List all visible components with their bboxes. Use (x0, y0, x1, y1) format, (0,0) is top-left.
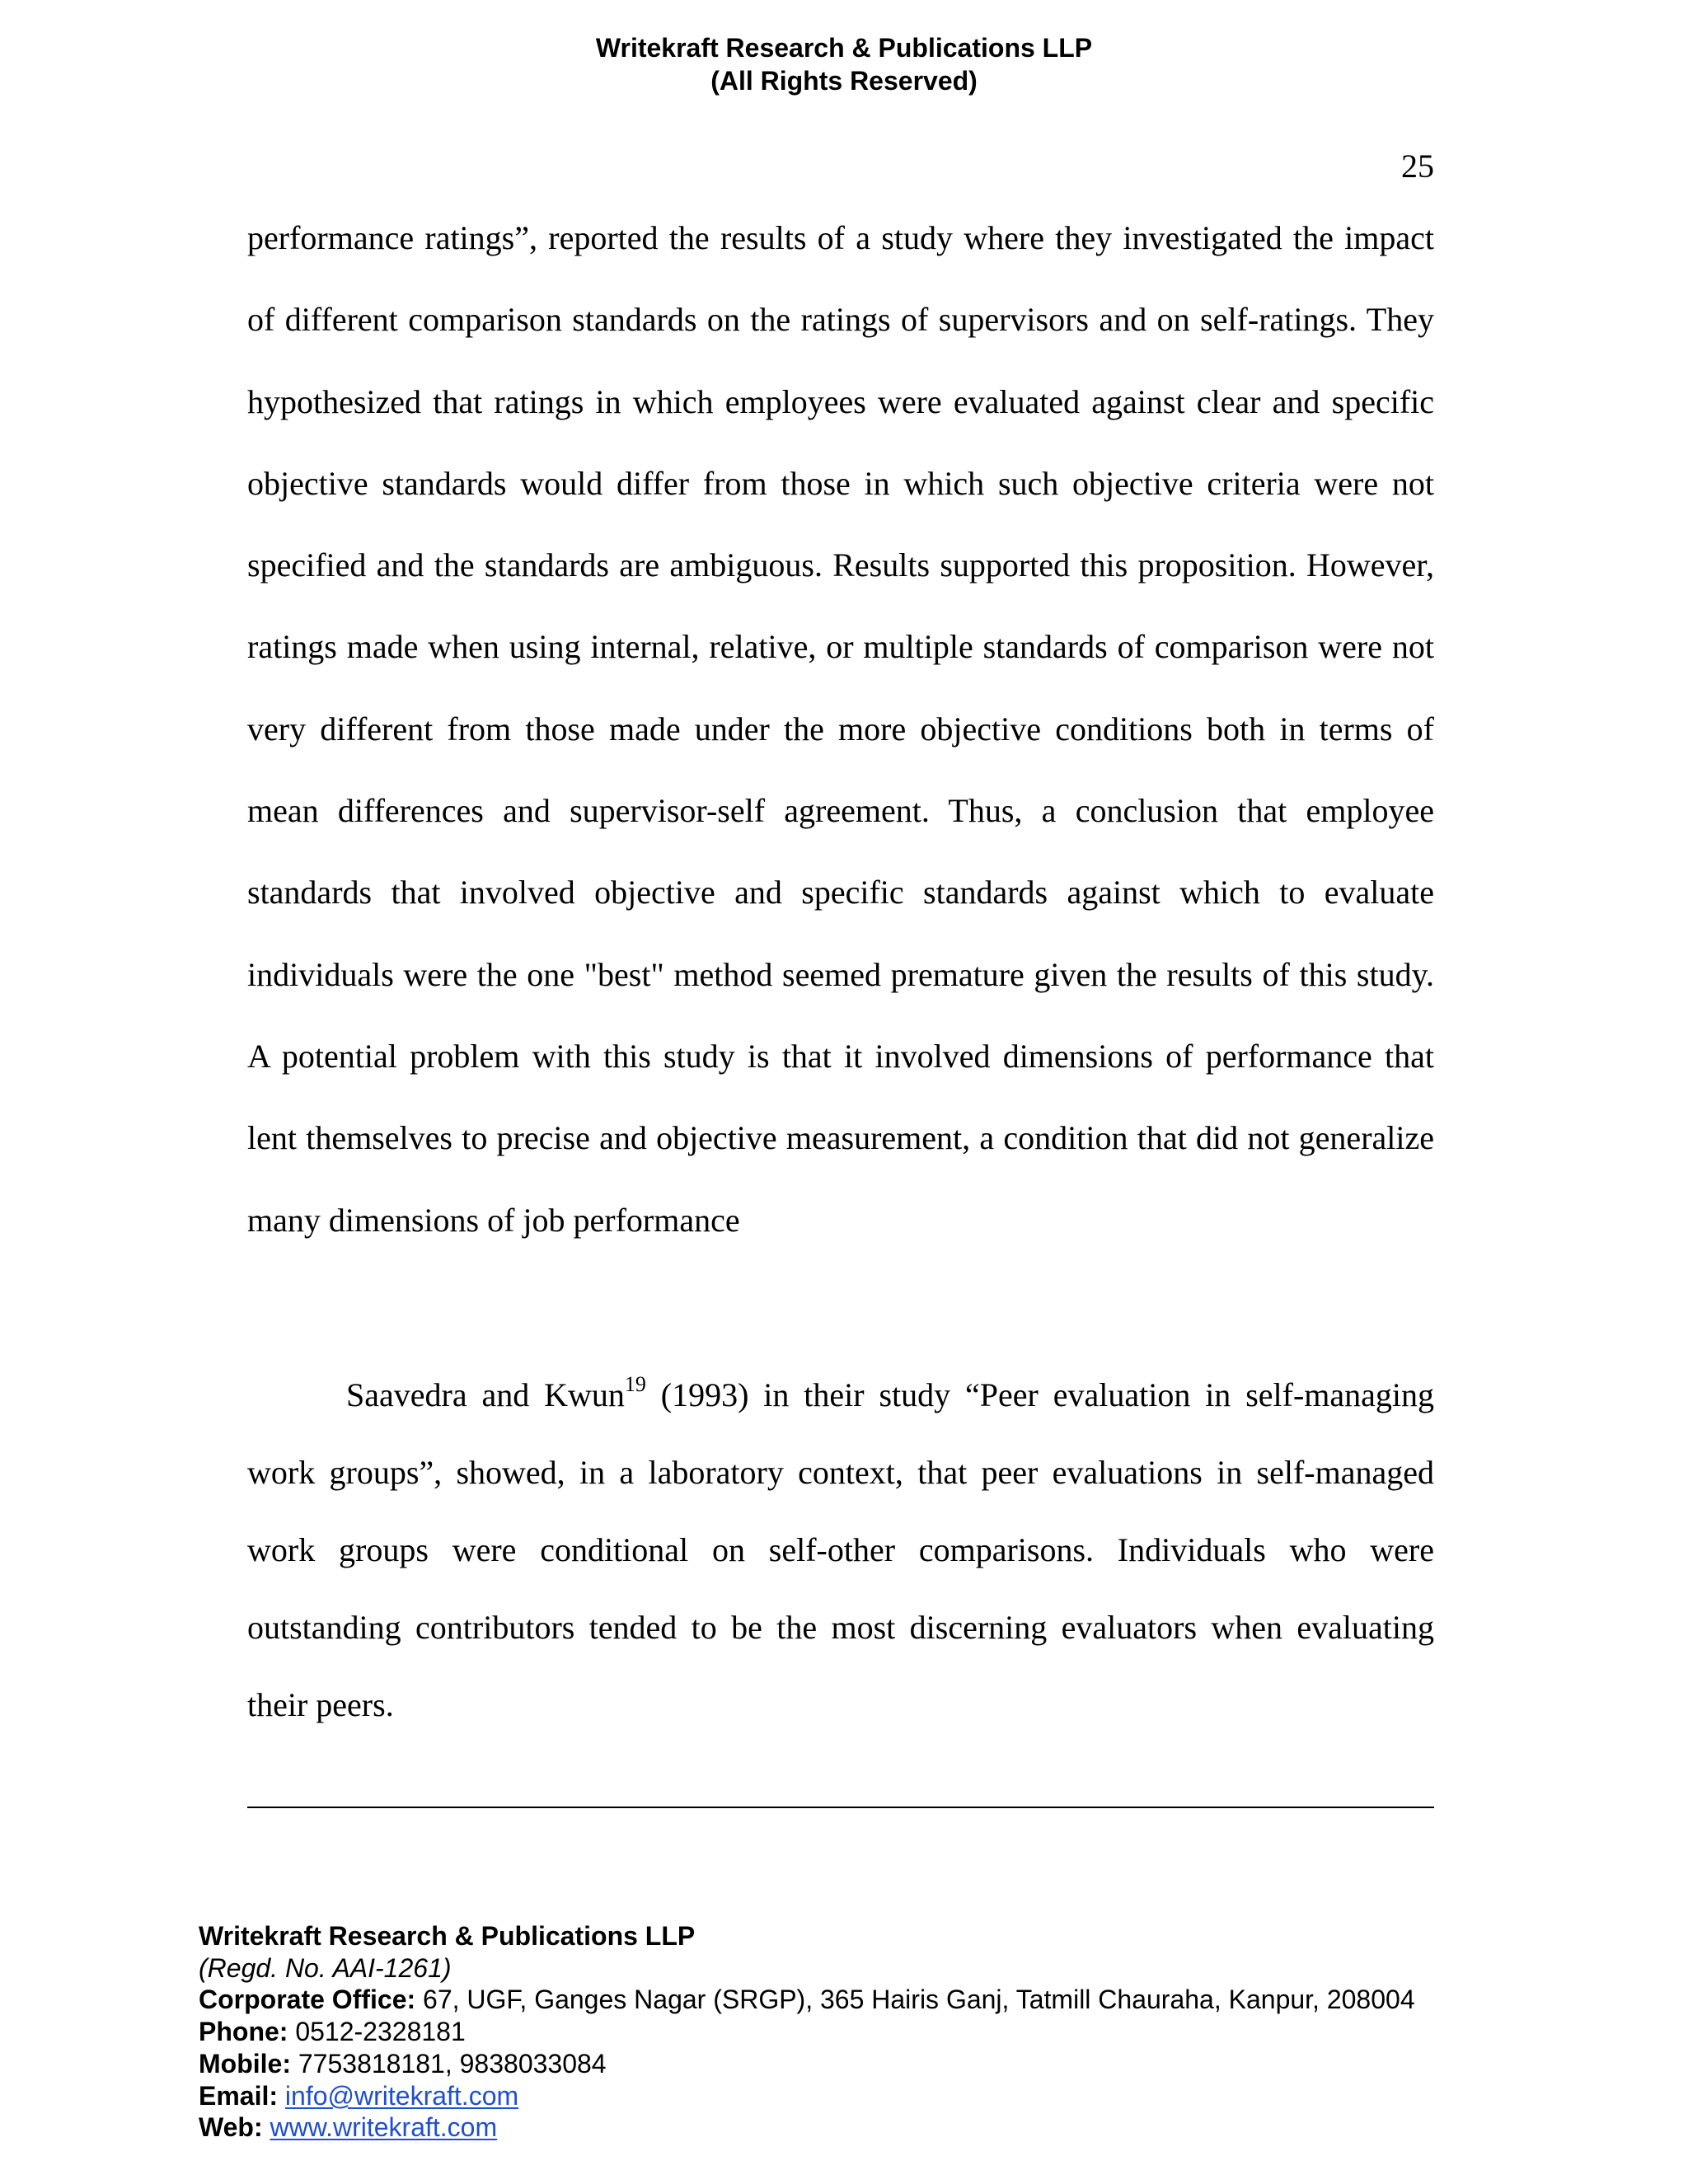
paragraph-2-lead: Saavedra and Kwun (346, 1376, 625, 1413)
phone-label: Phone: (199, 2017, 288, 2047)
footer-web (199, 2111, 1415, 2144)
footer-registration: (Regd. No. AAI-1261) (199, 1952, 452, 1983)
footer-company-name: Writekraft Research & Publications LLP (199, 1921, 696, 1951)
page-footer (199, 1920, 1415, 2144)
paragraph-2-rest: (1993) in their study “Peer evaluation in self-managing work groups”, showed, in a laboratory context, that peer evaluations in self-managed work groups were conditional on self-other comparisons. Individuals who were outstanding contributors tended to be the most discerning evaluators when evaluating their peers. (247, 1376, 1434, 1723)
web-link[interactable]: www.writekraft.com (270, 2112, 498, 2143)
body-paragraph-1: performance ratings”, reported the results of a study where they investigated the impact of different comparison standards on the ratings of supervisors and on self-ratings. They hypothesized that ratings in which employees were evaluated against clear and specific objective standards would differ from those in which such objective criteria were not specified and the standards are ambiguous. Results supported this proposition. However, ratings made when using internal, relative, or multiple standards of comparison were not very different from those made under the more objective conditions both in terms of mean differences and supervisor-self agreement. Thus, a conclusion that employee standards that involved objective and specific standards against which to evaluate individuals were the one "best" method seemed premature given the results of this study. A potential problem with this study is that it involved dimensions of performance that lent themselves to precise and objective measurement, a condition that did not generalize many dimensions of job performance (247, 219, 1434, 1239)
footer-mobile (199, 2048, 1415, 2080)
footer-email (199, 2080, 1415, 2112)
footer-phone (199, 2016, 1415, 2048)
email-link[interactable]: info@writekraft.com (284, 2080, 519, 2111)
footer-office (199, 1984, 1415, 2016)
footnote-reference: 19 (624, 1372, 646, 1396)
page-header (0, 31, 1688, 97)
header-rights-notice: (All Rights Reserved) (710, 66, 978, 96)
email-label: Email: (199, 2080, 279, 2111)
mobile-numbers: 7753818181, 9838033084 (290, 2048, 607, 2079)
web-label: Web: (199, 2112, 263, 2143)
office-label: Corporate Office: (199, 1985, 416, 2015)
phone-number: 0512-2328181 (288, 2017, 466, 2047)
body-paragraph-2 (247, 1357, 1434, 1744)
mobile-label: Mobile: (199, 2048, 291, 2079)
header-company-name: Writekraft Research & Publications LLP (595, 33, 1093, 63)
office-address: 67, UGF, Ganges Nagar (SRGP), 365 Hairis Ganj, Tatmill Chauraha, Kanpur, 208004 (415, 1985, 1415, 2015)
footnote-divider (247, 1807, 1434, 1808)
page-number: 25 (1401, 148, 1434, 185)
